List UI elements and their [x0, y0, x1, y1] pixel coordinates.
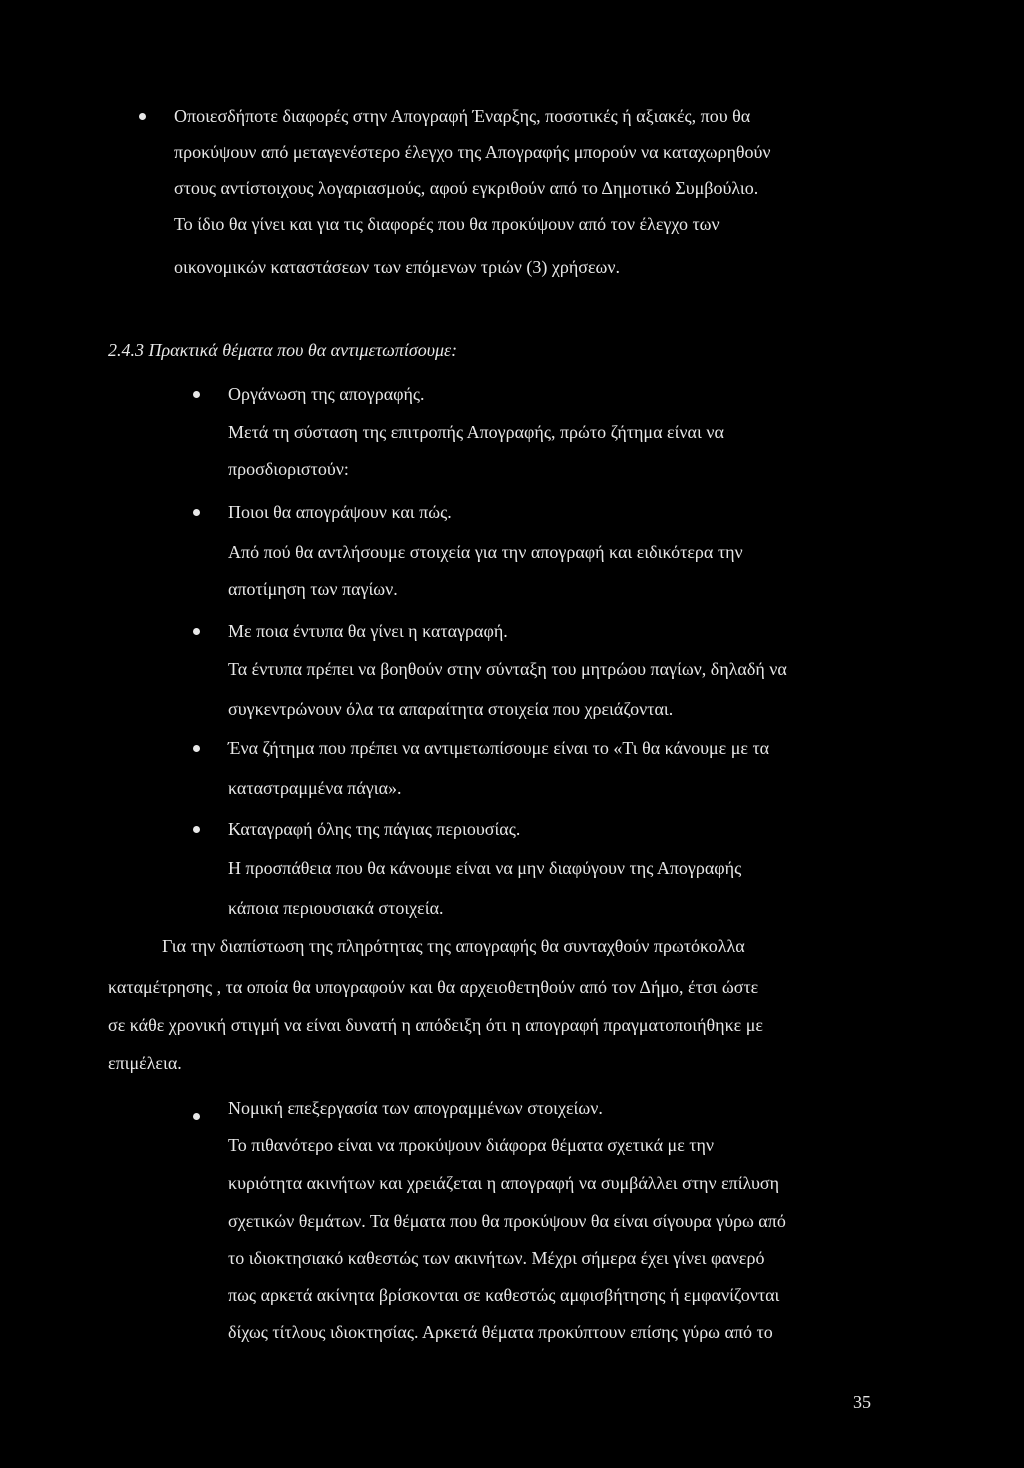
- bullet1-line-3: στους αντίστοιχους λογαριασμούς, αφού εγκριθούν από το Δημοτικό Συμβούλιο.: [174, 178, 759, 198]
- last-item-body-4: το ιδιοκτησιακό καθεστώς των ακινήτων. Μέχρι σήμερα έχει γίνει φανερό: [228, 1248, 765, 1268]
- bullet1-line-5: οικονομικών καταστάσεων των επόμενων τριών (3) χρήσεων.: [174, 257, 621, 277]
- paragraph-line-1: Για την διαπίστωση της πληρότητας της απογραφής θα συνταχθούν πρωτόκολλα: [162, 936, 745, 956]
- bullet-icon: [193, 628, 200, 635]
- bullet-icon: [193, 1113, 200, 1120]
- item-4-title: Ένα ζήτημα που πρέπει να αντιμετωπίσουμε είναι το «Τι θα κάνουμε με τα: [228, 738, 770, 758]
- section-heading: 2.4.3 Πρακτικά θέματα που θα αντιμετωπίσουμε:: [108, 340, 458, 360]
- last-item-body-1: Το πιθανότερο είναι να προκύψουν διάφορα θέματα σχετικά με την: [228, 1135, 715, 1155]
- bullet1-line-2: προκύψουν από μεταγενέστερο έλεγχο της Απογραφής μπορούν να καταχωρηθούν: [174, 142, 771, 162]
- item-4-body-1: καταστραμμένα πάγια».: [228, 778, 402, 798]
- item-2-body-1: Από πού θα αντλήσουμε στοιχεία για την απογραφή και ειδικότερα την: [228, 542, 743, 562]
- last-item-title: Νομική επεξεργασία των απογραμμένων στοιχείων.: [228, 1098, 603, 1118]
- item-5-body-2: κάποια περιουσιακά στοιχεία.: [228, 898, 444, 918]
- item-2-title: Ποιοι θα απογράψουν και πώς.: [228, 502, 452, 522]
- item-1-body-1: Μετά τη σύσταση της επιτροπής Απογραφής, πρώτο ζήτημα είναι να: [228, 422, 724, 442]
- bullet-icon: [193, 509, 200, 516]
- item-3-body-1: Τα έντυπα πρέπει να βοηθούν στην σύνταξη του μητρώου παγίων, δηλαδή να: [228, 659, 787, 679]
- paragraph-line-3: σε κάθε χρονική στιγμή να είναι δυνατή η απόδειξη ότι η απογραφή πραγματοποιήθηκε με: [108, 1015, 763, 1035]
- bullet1-line-1: Οποιεσδήποτε διαφορές στην Απογραφή Έναρξης, ποσοτικές ή αξιακές, που θα: [174, 106, 751, 126]
- page-number: 35: [853, 1392, 871, 1412]
- last-item-body-3: σχετικών θεμάτων. Τα θέματα που θα προκύψουν θα είναι σίγουρα γύρω από: [228, 1211, 786, 1231]
- paragraph-line-2: καταμέτρησης , τα οποία θα υπογραφούν και θα αρχειοθετηθούν από τον Δήμο, έτσι ώστε: [108, 977, 759, 997]
- item-2-body-2: αποτίμηση των παγίων.: [228, 579, 398, 599]
- item-5-title: Καταγραφή όλης της πάγιας περιουσίας.: [228, 819, 521, 839]
- bullet-icon: [139, 113, 146, 120]
- item-1-title: Οργάνωση της απογραφής.: [228, 384, 425, 404]
- bullet-icon: [193, 745, 200, 752]
- item-1-body-2: προσδιοριστούν:: [228, 459, 349, 479]
- bullet-icon: [193, 826, 200, 833]
- last-item-body-5: πως αρκετά ακίνητα βρίσκονται σε καθεστώς αμφισβήτησης ή εμφανίζονται: [228, 1285, 780, 1305]
- paragraph-line-4: επιμέλεια.: [108, 1053, 182, 1073]
- item-5-body-1: Η προσπάθεια που θα κάνουμε είναι να μην διαφύγουν της Απογραφής: [228, 858, 742, 878]
- last-item-body-2: κυριότητα ακινήτων και χρειάζεται η απογραφή να συμβάλλει στην επίλυση: [228, 1173, 780, 1193]
- item-3-body-2: συγκεντρώνουν όλα τα απαραίτητα στοιχεία που χρειάζονται.: [228, 699, 674, 719]
- bullet-icon: [193, 391, 200, 398]
- last-item-body-6: δίχως τίτλους ιδιοκτησίας. Αρκετά θέματα προκύπτουν επίσης γύρω από το: [228, 1322, 773, 1342]
- item-3-title: Με ποια έντυπα θα γίνει η καταγραφή.: [228, 621, 508, 641]
- bullet1-line-4: Το ίδιο θα γίνει και για τις διαφορές που θα προκύψουν από τον έλεγχο των: [174, 214, 720, 234]
